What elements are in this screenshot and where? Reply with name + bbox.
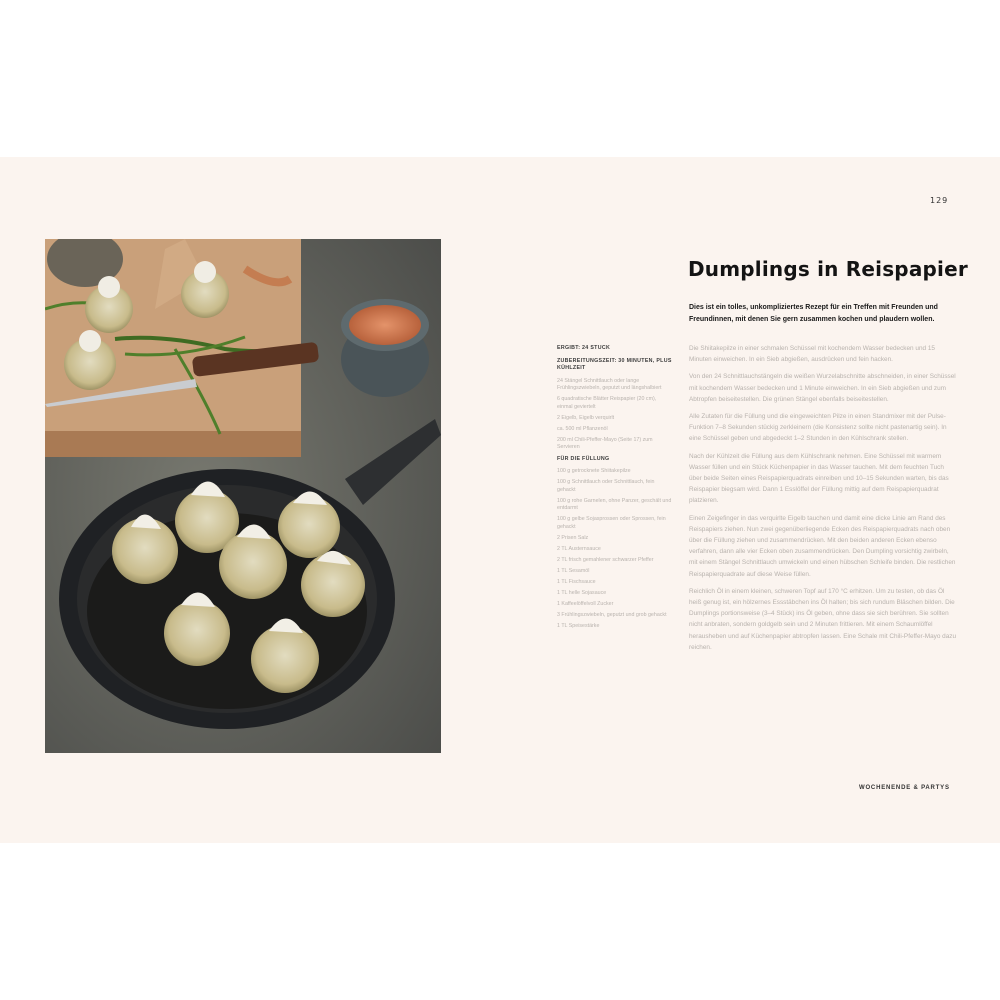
method-paragraph: Nach der Kühlzeit die Füllung aus dem Kühlschrank nehmen. Eine Schüssel mit warmem Wasser füllen und ein Stück Küchenpapier in das Wasser tauchen. Mit dem feuchten Tuch über beide Seiten eines Reispapierquadrats einreiben und 10–15 Sekunden warten, bis das Reispapier biegsam wird. Dann 1 Esslöffel der Füllung mittig auf dem Reispapierquadrat platzieren. (689, 452, 949, 505)
method-paragraph: Reichlich Öl in einem kleinen, schweren Topf auf 170 °C erhitzen. Um zu testen, ob das Öl heiß genug ist, ein hölzernes Essstäbchen ins Öl halten; bis sich rundum Bläschen bilden. Die Dumplings portionsweise (3–4 Stück) ins Öl geben, ohne dass sie sich berühren. Sie sollten nicht anbraten, sondern goldgelb sein und 2 Minuten frittieren. Mit einem Schaumlöffel herausheben und auf Küchenpapier abtropfen lassen. Eine Schale mit Chili-Pfeffer-Mayo dazu reichen. (689, 587, 957, 651)
filling-item: 2 Prisen Salz (557, 534, 589, 541)
filling-item: 1 Kaffeelöffelvoll Zucker (557, 600, 614, 607)
yield-label: ERGIBT: 24 STÜCK (557, 345, 611, 351)
filling-item: 1 TL Speisestärke (557, 622, 600, 629)
dumplings-pan-image (45, 239, 441, 753)
filling-item: 2 TL frisch gemahlener schwarzer Pfeffer (557, 556, 654, 563)
recipe-photo (45, 239, 441, 753)
filling-item: 3 Frühlingszwiebeln, geputzt und grob gehackt (557, 611, 667, 618)
method-paragraph: Die Shiitakepilze in einer schmalen Schüssel mit kochendem Wasser bedecken und 15 Minuten einweichen. In ein Sieb abgießen, ausdrücken und fein hacken. (689, 345, 935, 364)
recipe-intro: Dies ist ein tolles, unkompliziertes Rezept für ein Treffen mit Freunden und Freundinnen, mit denen Sie gern zusammen kochen und plaudern wollen. (689, 304, 938, 323)
ingredient-item: ca. 500 ml Pflanzenöl (557, 425, 608, 432)
filling-item: 1 TL Sesamöl (557, 567, 590, 574)
ingredient-item: 24 Stängel Schnittlauch oder lange Frühlingszwiebeln, geputzt und längshalbiert (557, 377, 662, 391)
recipe-method (689, 343, 957, 758)
ingredient-list (557, 378, 672, 452)
method-paragraph: Einen Zeigefinger in das verquirlte Eigelb tauchen und damit eine dicke Linie am Rand des Reispapiers ziehen. Nun zwei gegenüberliegende Ecken des Reispapierquadrats nach oben über die Füllung ziehen und zusammendrücken. Mit den beiden anderen Ecken ebenso verfahren, dann alle vier Ecken oben zusammendrücken. Den Dumpling vorsichtig zwirbeln, mit einem Stängel Schnittlauch umwickeln und einen hübschen Schleife binden. Die restlichen Reispapierquadrate auf diese Weise füllen. (689, 514, 956, 578)
page-number: 129 (930, 196, 949, 205)
book-spread (0, 157, 1000, 843)
filling-item: 100 g gelbe Sojasprossen oder Sprossen, fein gehackt (557, 516, 666, 530)
section-footer: WOCHENENDE & PARTYS (859, 785, 950, 791)
filling-item: 100 g Schnittlauch oder Schnittlauch, fein gehackt (557, 479, 655, 493)
filling-item: 2 TL Austernsauce (557, 545, 601, 552)
ingredient-item: 200 ml Chili-Pfeffer-Mayo (Seite 17) zum Servieren (557, 436, 653, 450)
prep-time-label: ZUBEREITUNGSZEIT: 30 MINUTEN, PLUS KÜHLZEIT (557, 357, 672, 371)
ingredients-column (557, 345, 672, 725)
filling-item: 100 g rohe Garnelen, ohne Panzer, geschält und entdarmt (557, 497, 672, 511)
recipe-title: Dumplings in Reispapier (688, 257, 968, 281)
filling-list (557, 468, 672, 630)
filling-item: 1 TL Fischsauce (557, 578, 596, 585)
filling-header: FÜR DIE FÜLLUNG (557, 455, 610, 462)
filling-item: 100 g getrocknete Shiitakepilze (557, 468, 631, 474)
ingredient-item: 6 quadratische Blätter Reispapier (20 cm), einmal geviertelt (557, 396, 657, 410)
ingredient-item: 2 Eigelb, Eigelb verquirlt (557, 414, 615, 421)
method-paragraph: Alle Zutaten für die Füllung und die eingeweichten Pilze in einen Standmixer mit der Pulse-Funktion 7–8 Sekunden stückig zerkleinern (die Konsistenz sollte nicht pastenartig sein). In eine Schüssel geben und abgedeckt 1–2 Stunden in den Kühlschrank stellen. (689, 413, 947, 443)
method-paragraph: Von den 24 Schnittlauchstängeln die weißen Wurzelabschnitte abschneiden, in einer Schüssel mit kochendem Wasser bedecken und 1 Minute einweichen. In ein Sieb abgießen und zum Abtropfen beiseitestellen. Die grünen Stängel ebenfalls beiseitestellen. (689, 373, 956, 403)
filling-item: 1 TL helle Sojasauce (557, 589, 607, 596)
